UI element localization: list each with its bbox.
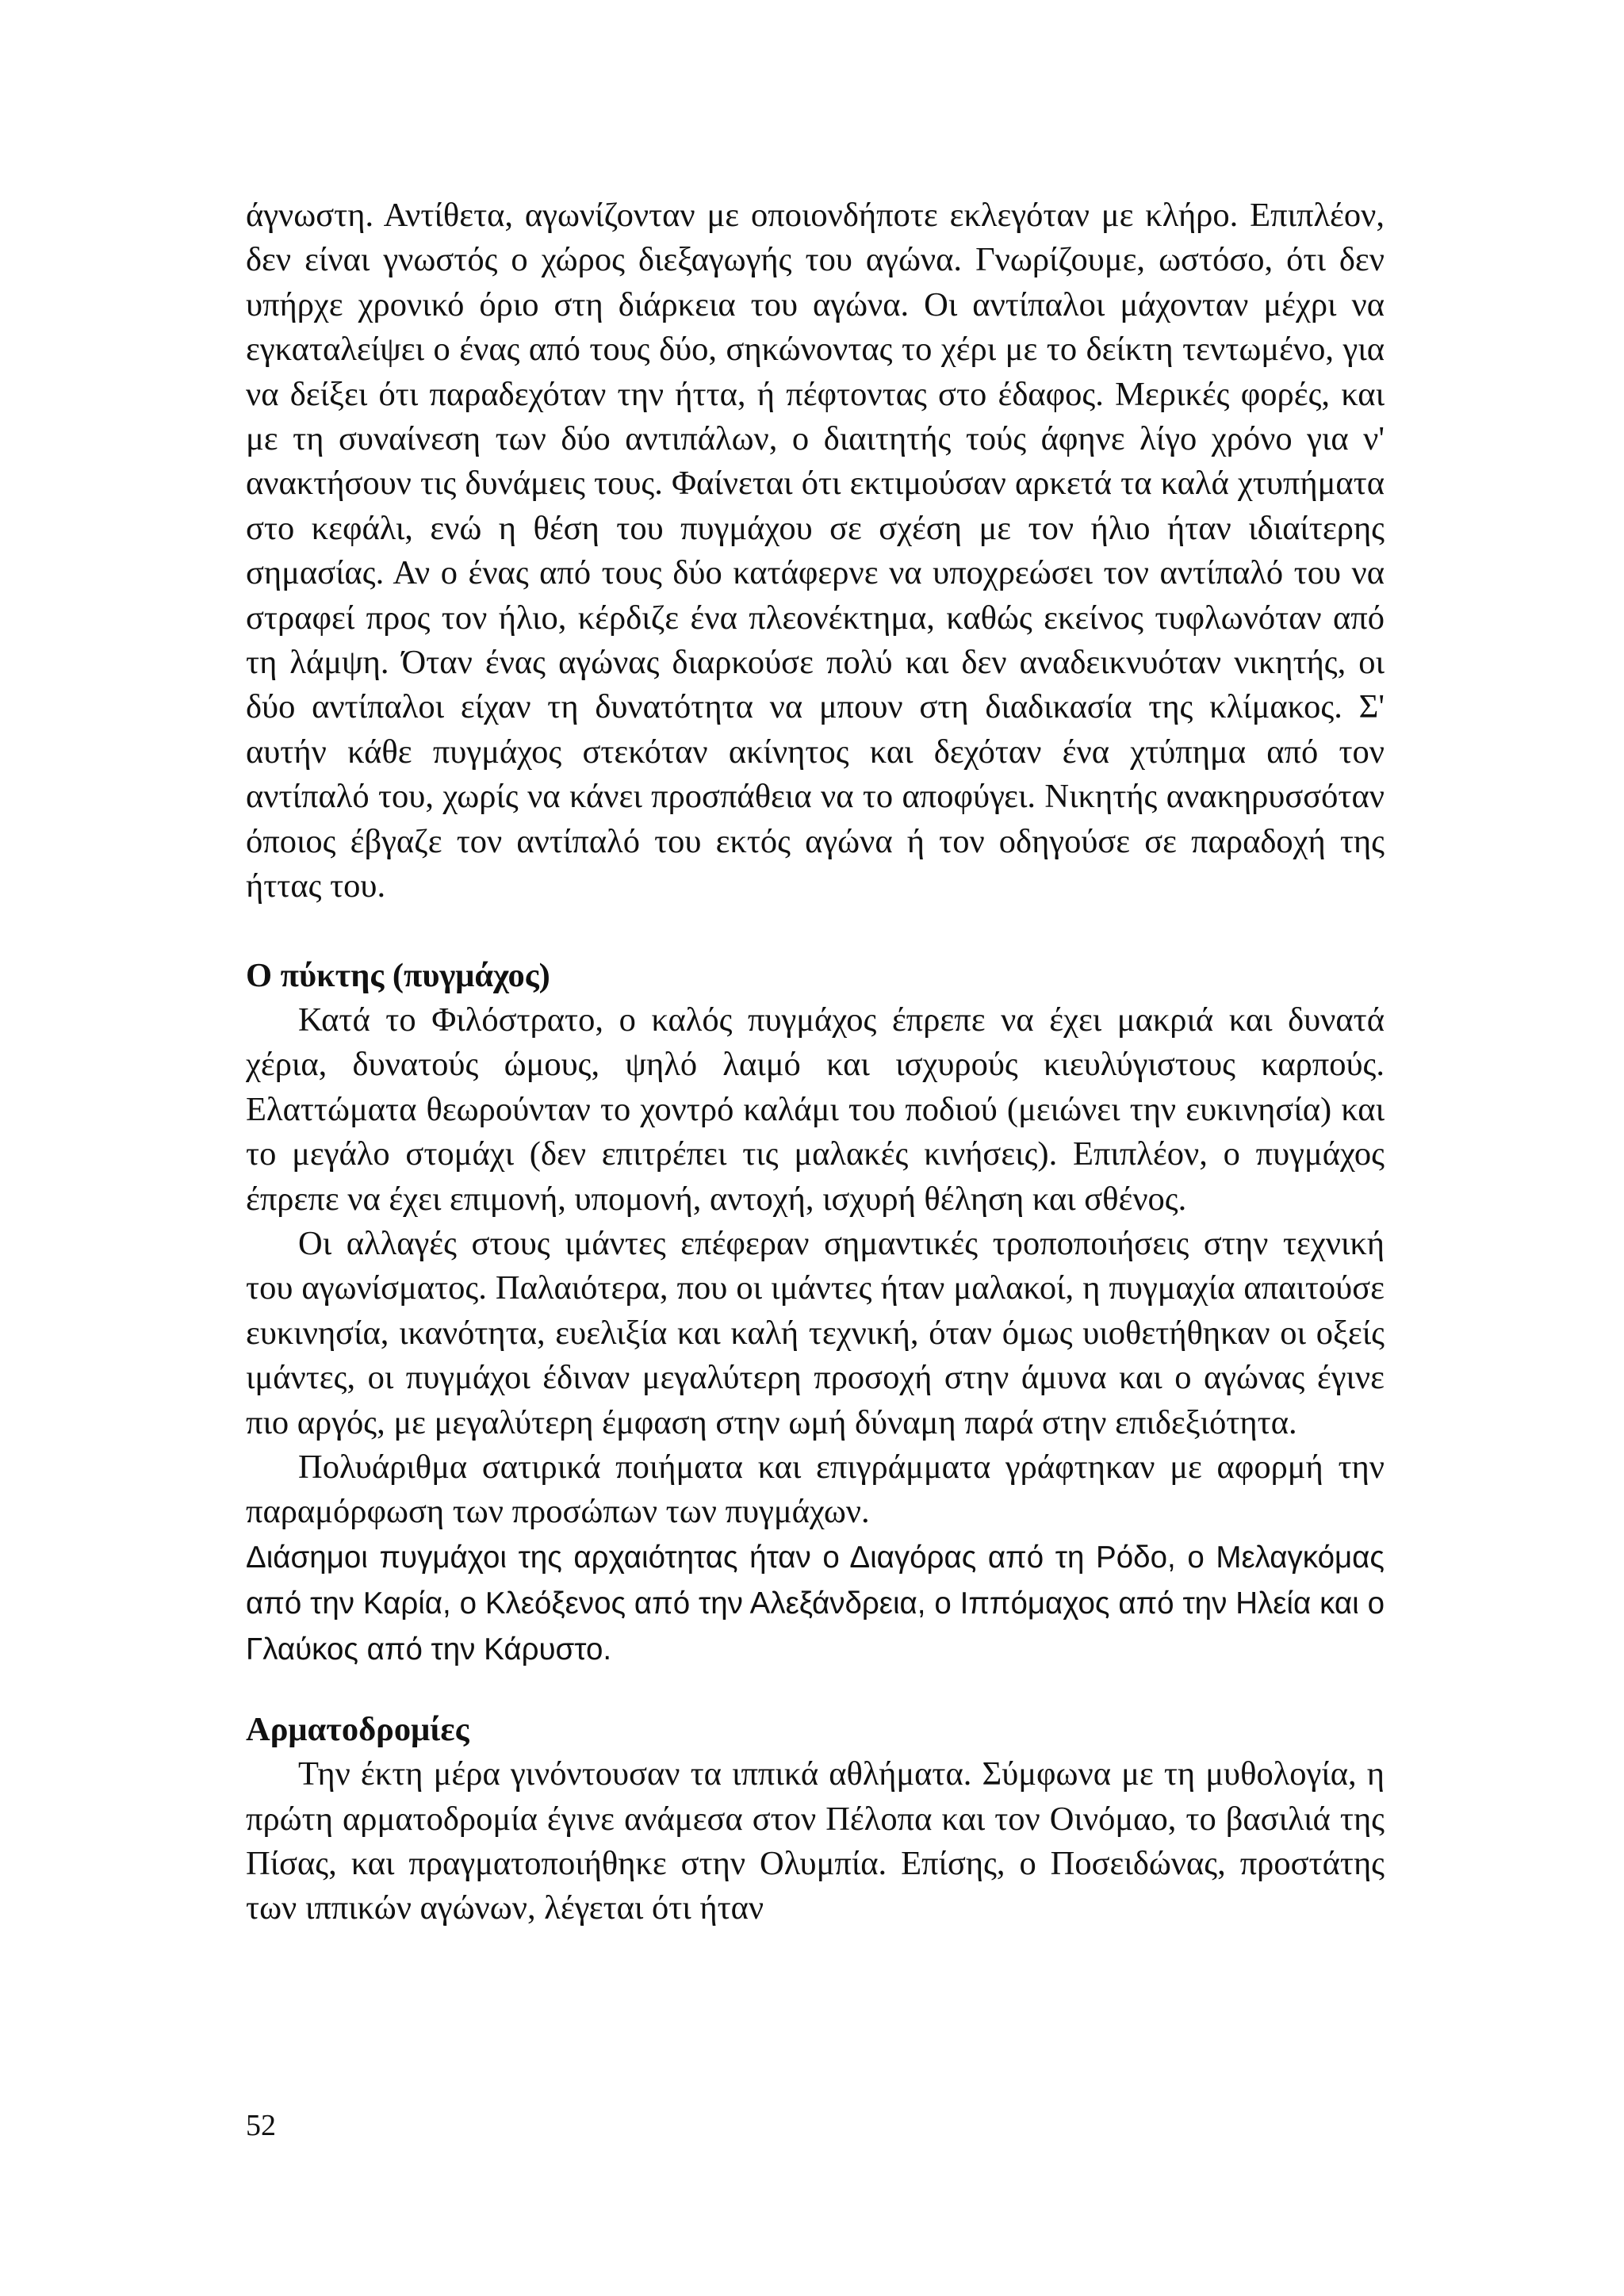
paragraph-chariot-races: Την έκτη μέρα γινόντουσαν τα ιππικά αθλήματα. Σύμφωνα με τη μυθολογία, η πρώτη αρματοδρομία έγινε ανάμεσα στον Πέλοπα και τον Οινόμαο, το βασιλιά της Πίσας, και πραγματοποιήθηκε στην Ολυμπία. Επίσης, ο Ποσειδώνας, προστάτης των ιππικών αγώνων, λέγεται ότι ήταν bbox=[246, 1755, 1385, 1927]
paragraph-satirical-poems: Πολυάριθμα σατιρικά ποιήματα και επιγράμματα γράφτηκαν με αφορμή την παραμόρφωση των προσώπων των πυγμάχων. bbox=[246, 1448, 1385, 1531]
section-spacer bbox=[246, 909, 1385, 954]
section-heading-chariot-races: Αρματοδρομίες bbox=[246, 1710, 469, 1748]
paragraph-boxer-qualities: Κατά το Φιλόστρατο, ο καλός πυγμάχος έπρεπε να έχει μακριά και δυνατά χέρια, δυνατούς ώμους, ψηλό λαιμό και ισχυρούς κιευλύγιστους καρπούς. Ελαττώματα θεωρούνταν το χοντρό καλάμι του ποδιού (μειώνει την ευκινησία) και το μεγάλο στομάχι (δεν επιτρέπει τις μαλακές κινήσεις). Επιπλέον, ο πυγμάχος έπρεπε να έχει επιμονή, υπομονή, αντοχή, ισχυρή θέληση και σθένος. bbox=[246, 1001, 1385, 1218]
paragraph-continued: άγνωστη. Αντίθετα, αγωνίζονταν με οποιονδήποτε εκλεγόταν με κλήρο. Επιπλέον, δεν είναι γνωστός ο χώρος διεξαγωγής του αγώνα. Γνωρίζουμε, ωστόσο, ότι δεν υπήρχε χρονικό όριο στη διάρκεια του αγώνα. Οι αντίπαλοι μάχονταν μέχρι να εγκαταλείψει ο ένας από τους δύο, σηκώνοντας το χέρι με το δείκτη τεντωμένο, για να δείξει ότι παραδεχόταν την ήττα, ή πέφτοντας στο έδαφος. Μερικές φορές, και με τη συναίνεση των δύο αντιπάλων, ο διαιτητής τούς άφηνε λίγο χρόνο για ν' ανακτήσουν τις δυνάμεις τους. Φαίνεται ότι εκτιμούσαν αρκετά τα καλά χτυπήματα στο κεφάλι, ενώ η θέση του πυγμάχου σε σχέση με τον ήλιο ήταν ιδιαίτερης σημασίας. Αν ο ένας από τους δύο κατάφερνε να υποχρεώσει τον αντίπαλό του να στραφεί προς τον ήλιο, κέρδιζε ένα πλεονέκτημα, καθώς εκείνος τυφλωνόταν από τη λάμψη. Όταν ένας αγώνας διαρκούσε πολύ και δεν αναδεικνυόταν νικητής, οι δύο αντίπαλοι είχαν τη δυνατότητα να μπουν στη διαδικασία της κλίμακος. Σ' αυτήν κάθε πυγμάχος στεκόταν ακίνητος και δεχόταν ένα χτύπημα από τον αντίπαλό του, χωρίς να κάνει προσπάθεια να το αποφύγει. Νικητής ανακηρυσσόταν όποιος έβγαζε τον αντίπαλό του εκτός αγώνα ή τον οδηγούσε σε παραδοχή της ήττας του. bbox=[246, 197, 1385, 905]
section-heading-boxer: Ο πύκτης (πυγμάχος) bbox=[246, 956, 550, 994]
paragraph-thongs-technique: Οι αλλαγές στους ιμάντες επέφεραν σημαντικές τροποποιήσεις στην τεχνική του αγωνίσματος. Παλαιότερα, που οι ιμάντες ήταν μαλακοί, η πυγμαχία απαιτούσε ευκινησία, ικανότητα, ευελιξία και καλή τεχνική, όταν όμως υιοθετήθηκαν οι οξείς ιμάντες, οι πυγμάχοι έδιναν μεγαλύτερη προσοχή στην άμυνα και ο αγώνας έγινε πιο αργός, με μεγαλύτερη έμφαση στην ωμή δύναμη παρά στην επιδεξιότητα. bbox=[246, 1224, 1385, 1441]
paragraph-famous-boxers: Διάσημοι πυγμάχοι της αρχαιότητας ήταν ο Διαγόρας από τη Ρόδο, ο Μελαγκόμας από την Καρία, ο Κλεόξενος από την Αλεξάνδρεια, ο Ιππόμαχος από την Ηλεία και ο Γλαύκος από την Κάρυστο. bbox=[246, 1540, 1385, 1667]
page-body bbox=[246, 193, 1385, 1931]
section-spacer bbox=[246, 1673, 1385, 1708]
page-number: 52 bbox=[246, 2109, 276, 2142]
